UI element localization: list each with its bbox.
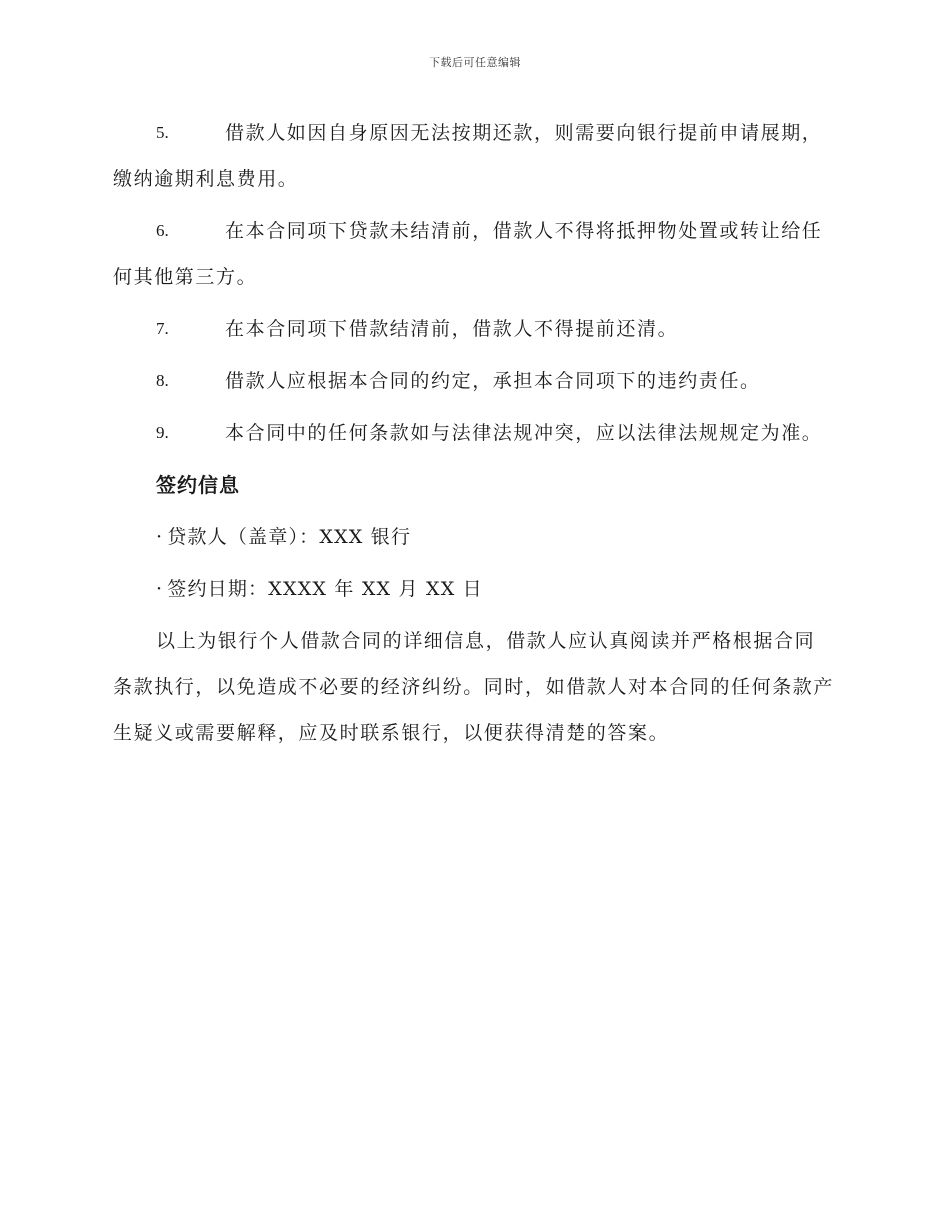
- clause-item: [113, 110, 835, 202]
- clause-text: 借款人如因自身原因无法按期还款，则需要向银行提前申请展期，缴纳逾期利息费用。: [113, 122, 823, 190]
- clause-item: [113, 410, 835, 456]
- page-header: 下载后可任意编辑: [429, 56, 521, 69]
- clause-text: 本合同中的任何条款如与法律法规冲突，应以法律法规规定为准。: [225, 422, 823, 444]
- bullet-marker: ·: [156, 526, 164, 548]
- clause-number: 7.: [156, 319, 169, 338]
- signing-date: 签约日期：XXXX 年 XX 月 XX 日: [167, 578, 483, 600]
- clause-text: 在本合同项下借款结清前，借款人不得提前还清。: [225, 318, 679, 340]
- document-body: [113, 110, 835, 756]
- clause-number: 6.: [156, 221, 169, 240]
- clause-number: 9.: [156, 423, 169, 442]
- signing-section-title: 签约信息: [156, 473, 240, 497]
- clause-number: 5.: [156, 123, 169, 142]
- signing-lender-line: [113, 514, 835, 560]
- clause-number: 8.: [156, 371, 169, 390]
- signing-lender: 贷款人（盖章）：XXX 银行: [167, 526, 412, 548]
- closing-paragraph: 以上为银行个人借款合同的详细信息，借款人应认真阅读并严格根据合同条款执行，以免造成不必要的经济纠纷。同时，如借款人对本合同的任何条款产生疑义或需要解释，应及时联系银行，以便获得清楚的答案。: [113, 630, 835, 744]
- clause-text: 在本合同项下贷款未结清前，借款人不得将抵押物处置或转让给任何其他第三方。: [113, 220, 823, 288]
- clause-text: 借款人应根据本合同的约定，承担本合同项下的违约责任。: [225, 370, 761, 392]
- clause-item: [113, 306, 835, 352]
- clause-item: [113, 358, 835, 404]
- bullet-marker: ·: [156, 578, 164, 600]
- clause-item: [113, 208, 835, 300]
- signing-date-line: [113, 566, 835, 612]
